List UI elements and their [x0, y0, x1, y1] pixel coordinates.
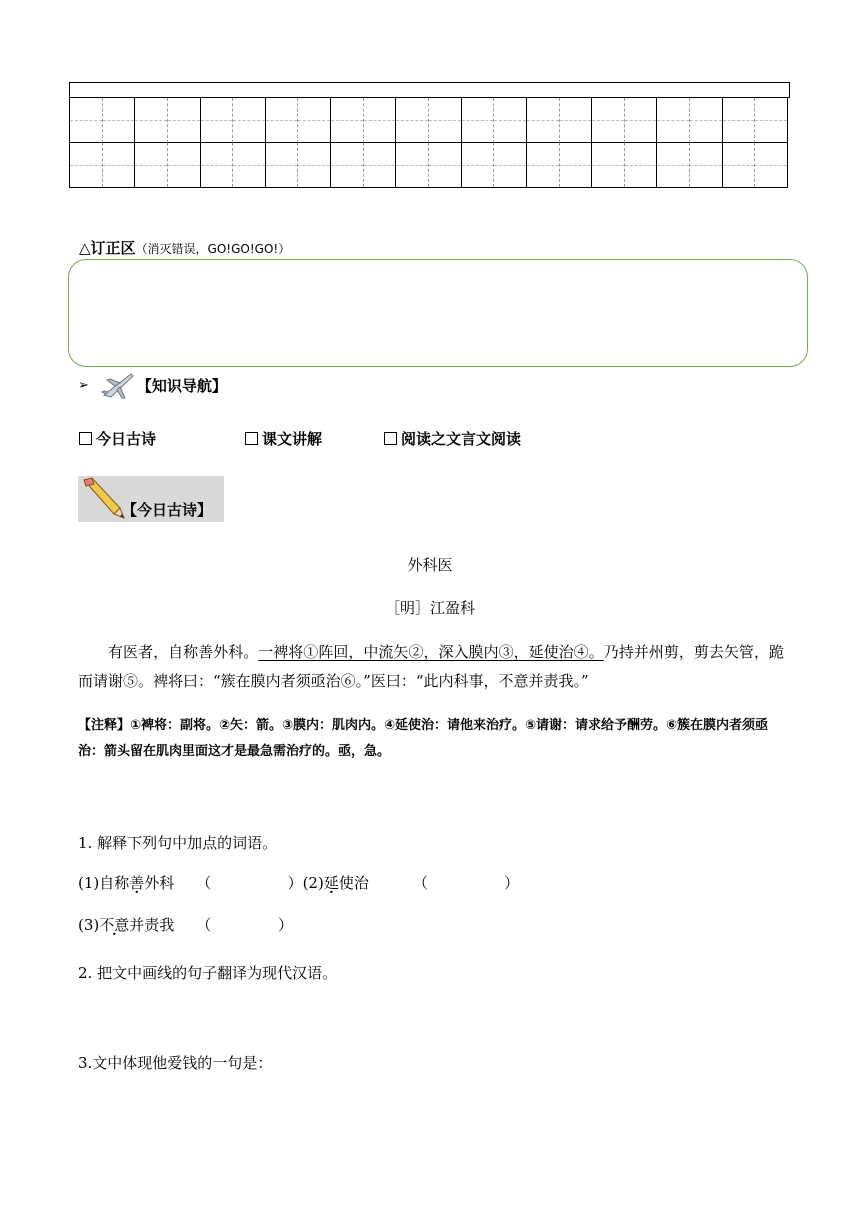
- q1b-dotted-word: 延: [323, 874, 339, 892]
- grid-cell: [266, 143, 299, 188]
- grid-cell: [592, 98, 625, 143]
- q1a-prefix: (1)自称: [78, 874, 130, 892]
- grid-cell: [560, 98, 593, 143]
- grid-cell: [494, 143, 527, 188]
- arrow-bullet-icon: ➢: [78, 377, 89, 393]
- question-1-items-row-2: [78, 914, 293, 935]
- grid-cell: [690, 98, 723, 143]
- grid-cell: [625, 98, 658, 143]
- grid-cell: [690, 143, 723, 188]
- grid-cell: [233, 98, 266, 143]
- grid-cell: [755, 143, 788, 188]
- grid-cell: [396, 143, 429, 188]
- grid-cell: [103, 143, 136, 188]
- poem-text-part-1: 有医者，自称善外科。: [108, 643, 259, 661]
- grid-cell: [298, 98, 331, 143]
- q1c-suffix: 并责我: [129, 916, 175, 934]
- poem-text: [78, 638, 784, 696]
- grid-cell: [201, 143, 234, 188]
- grid-cell: [70, 98, 103, 143]
- grid-cell: [168, 143, 201, 188]
- grid-cell: [331, 143, 364, 188]
- checkbox-icon[interactable]: [384, 432, 397, 445]
- grid-cell: [233, 143, 266, 188]
- grid-cell: [462, 98, 495, 143]
- writing-grid-header-row: [69, 82, 790, 98]
- question-3: 3.文中体现他爱钱的一句是：: [78, 1054, 273, 1072]
- grid-cell: [527, 143, 560, 188]
- poem-text-part-2: 乃持并州剪，剪去矢管，跪而请谢⑤。裨将曰：“簇在膜内者须亟治⑥。”医曰：“此内科事，不意并责我。”: [78, 643, 784, 690]
- q1c-answer-blank[interactable]: （ ）: [196, 916, 294, 934]
- nav-item-label: 今日古诗: [96, 430, 157, 448]
- grid-cell: [625, 143, 658, 188]
- grid-cell: [364, 98, 397, 143]
- correction-box[interactable]: [68, 259, 808, 367]
- grid-cell: [266, 98, 299, 143]
- nav-checkbox-list: [79, 428, 521, 449]
- grid-cell: [70, 143, 103, 188]
- checkbox-icon[interactable]: [245, 432, 258, 445]
- grid-cell: [103, 98, 136, 143]
- correction-area-title: [79, 237, 290, 258]
- grid-cell: [560, 143, 593, 188]
- q1b-suffix: 使治: [338, 874, 369, 892]
- writing-grid-cells: [69, 98, 788, 188]
- section-title: 【今日古诗】: [122, 501, 213, 519]
- grid-cell: [657, 98, 690, 143]
- grid-cell: [135, 98, 168, 143]
- q1a-suffix: 外科: [144, 874, 175, 892]
- annotation-note: 【注释】①裨将：副将。②矢：箭。③膜内：肌肉内。④延使治：请他来治疗。⑤请谢：请求给予酬劳。⑥簇在膜内者须亟治：箭头留在肌肉里面这才是最急需治疗的。亟，急。: [78, 718, 769, 759]
- knowledge-nav-title: 【知识导航】: [136, 376, 227, 395]
- grid-cell: [201, 98, 234, 143]
- grid-cell: [592, 143, 625, 188]
- q1b-prefix: (2): [302, 874, 324, 892]
- poem-title: 外科医: [407, 556, 453, 574]
- grid-cell: [657, 143, 690, 188]
- grid-cell: [298, 143, 331, 188]
- pencil-icon: [78, 476, 126, 520]
- question-1-items-row-1: [78, 872, 519, 893]
- nav-item-poem[interactable]: [79, 428, 245, 449]
- grid-cell: [494, 98, 527, 143]
- grid-cell: [723, 98, 756, 143]
- underlined-sentence: 一裨将①阵回，中流矢②，深入膜内③，延使治④。: [258, 643, 604, 661]
- grid-cell: [429, 143, 462, 188]
- airplane-icon: [101, 370, 135, 400]
- grid-cell: [135, 143, 168, 188]
- section-header-poem: [78, 476, 224, 522]
- writing-grid: [69, 82, 790, 188]
- question-2: 2. 把文中画线的句子翻译为现代汉语。: [78, 964, 338, 982]
- q1c-dotted-word: 不意: [99, 916, 130, 934]
- nav-item-lesson[interactable]: [245, 428, 384, 449]
- grid-cell: [396, 98, 429, 143]
- nav-item-reading[interactable]: [384, 428, 521, 449]
- grid-cell: [755, 98, 788, 143]
- q1a-dotted-word: 善: [129, 874, 145, 892]
- grid-cell: [364, 143, 397, 188]
- grid-cell: [723, 143, 756, 188]
- grid-cell: [527, 98, 560, 143]
- nav-item-label: 课文讲解: [262, 430, 323, 448]
- correction-title-text: △订正区: [79, 239, 136, 257]
- checkbox-icon[interactable]: [79, 432, 92, 445]
- q1b-answer-blank[interactable]: （ ）: [412, 874, 520, 892]
- correction-subtitle: （消灭错误，GO!GO!GO!）: [135, 242, 291, 256]
- grid-cell: [429, 98, 462, 143]
- grid-cell: [331, 98, 364, 143]
- grid-cell: [462, 143, 495, 188]
- knowledge-nav-heading: [78, 368, 227, 402]
- q1c-prefix: (3): [78, 916, 100, 934]
- question-1: 1. 解释下列句中加点的词语。: [78, 834, 278, 852]
- q1a-answer-blank[interactable]: （ ）: [196, 874, 303, 892]
- nav-item-label: 阅读之文言文阅读: [401, 430, 522, 448]
- poem-author: ［明］江盈科: [384, 599, 475, 617]
- grid-cell: [168, 98, 201, 143]
